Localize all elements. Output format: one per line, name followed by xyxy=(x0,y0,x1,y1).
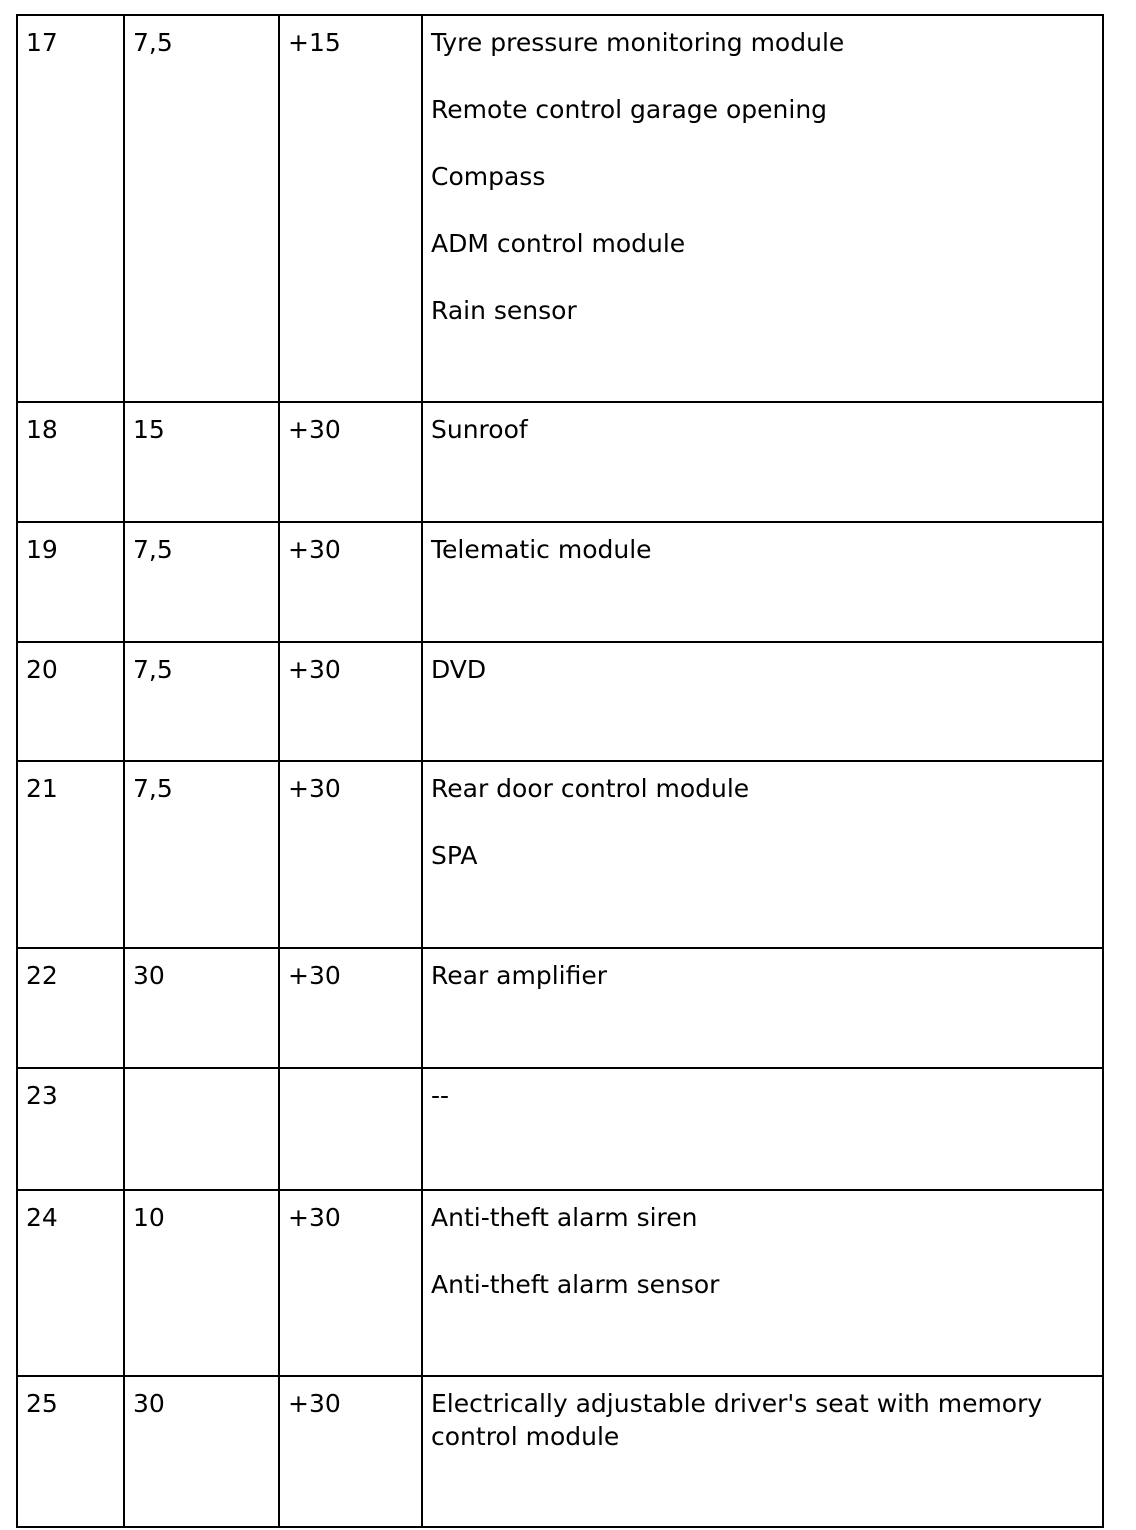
description-item: Anti-theft alarm siren xyxy=(431,1203,698,1232)
fuse-number-cell: 25 xyxy=(17,1376,124,1527)
amperage-cell: 30 xyxy=(124,1376,279,1527)
table-row xyxy=(17,522,1103,642)
description-item: Anti-theft alarm sensor xyxy=(431,1270,720,1299)
amperage-cell: 15 xyxy=(124,402,279,522)
fuse-number-cell: 24 xyxy=(17,1190,124,1376)
amperage-cell: 7,5 xyxy=(124,761,279,948)
fuse-table xyxy=(16,14,1104,1528)
supply-cell: +30 xyxy=(279,522,422,642)
amperage-cell: 10 xyxy=(124,1190,279,1376)
description-cell xyxy=(422,1068,1103,1190)
description-item: -- xyxy=(431,1081,450,1110)
supply-cell: +30 xyxy=(279,761,422,948)
supply-cell: +30 xyxy=(279,948,422,1068)
amperage-cell: 7,5 xyxy=(124,642,279,761)
table-row xyxy=(17,15,1103,402)
description-cell xyxy=(422,1376,1103,1527)
fuse-table-body xyxy=(17,15,1103,1527)
table-row xyxy=(17,402,1103,522)
fuse-number-cell: 20 xyxy=(17,642,124,761)
amperage-cell xyxy=(124,1068,279,1190)
description-item: Rain sensor xyxy=(431,296,577,325)
table-row xyxy=(17,642,1103,761)
description-cell xyxy=(422,402,1103,522)
description-cell xyxy=(422,642,1103,761)
fuse-number-cell: 23 xyxy=(17,1068,124,1190)
fuse-number-cell: 17 xyxy=(17,15,124,402)
description-item: Rear amplifier xyxy=(431,961,608,990)
description-cell xyxy=(422,761,1103,948)
description-item: DVD xyxy=(431,655,487,684)
table-row xyxy=(17,1376,1103,1527)
table-row xyxy=(17,948,1103,1068)
amperage-cell: 30 xyxy=(124,948,279,1068)
description-item: SPA xyxy=(431,841,478,870)
table-row xyxy=(17,761,1103,948)
table-row xyxy=(17,1190,1103,1376)
amperage-cell: 7,5 xyxy=(124,522,279,642)
amperage-cell: 7,5 xyxy=(124,15,279,402)
table-row xyxy=(17,1068,1103,1190)
supply-cell: +30 xyxy=(279,642,422,761)
supply-cell: +30 xyxy=(279,1190,422,1376)
description-item: Telematic module xyxy=(431,535,652,564)
description-cell xyxy=(422,1190,1103,1376)
description-cell xyxy=(422,522,1103,642)
fuse-number-cell: 19 xyxy=(17,522,124,642)
description-cell xyxy=(422,15,1103,402)
description-item: Remote control garage opening xyxy=(431,95,828,124)
description-cell xyxy=(422,948,1103,1068)
fuse-number-cell: 22 xyxy=(17,948,124,1068)
supply-cell: +30 xyxy=(279,402,422,522)
description-item: Tyre pressure monitoring module xyxy=(431,28,845,57)
description-item: Electrically adjustable driver's seat with memory control module xyxy=(431,1389,1043,1451)
supply-cell: +15 xyxy=(279,15,422,402)
supply-cell: +30 xyxy=(279,1376,422,1527)
fuse-number-cell: 21 xyxy=(17,761,124,948)
description-item: Rear door control module xyxy=(431,774,750,803)
description-item: Compass xyxy=(431,162,546,191)
description-item: Sunroof xyxy=(431,415,528,444)
supply-cell xyxy=(279,1068,422,1190)
description-item: ADM control module xyxy=(431,229,686,258)
fuse-number-cell: 18 xyxy=(17,402,124,522)
